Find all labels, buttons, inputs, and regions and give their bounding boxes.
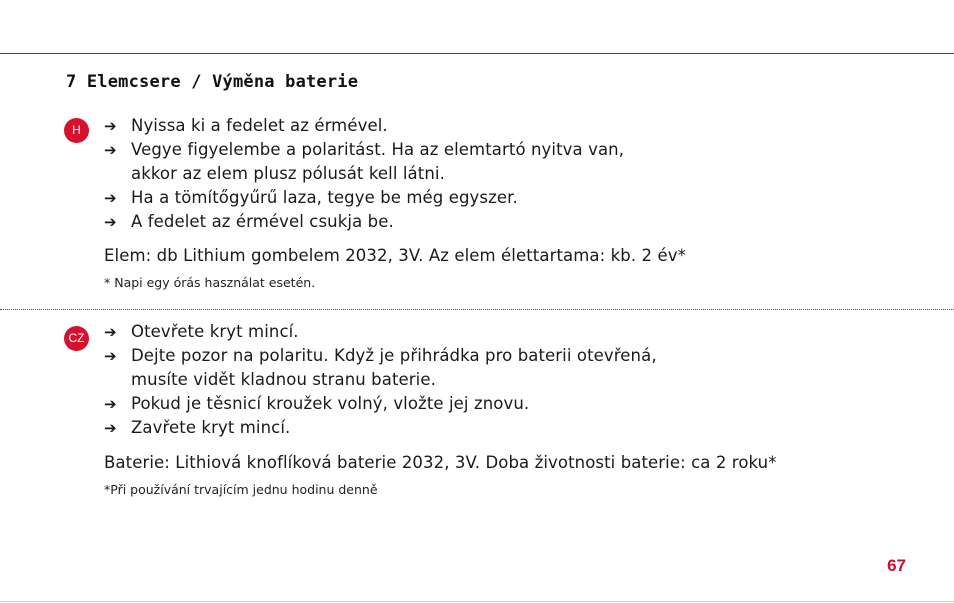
instruction-list-cz <box>104 320 657 440</box>
list-item: ➔ Zavřete kryt mincí. <box>104 416 657 440</box>
footnote-cz: *Při používání trvajícím jednu hodinu denně <box>104 482 378 497</box>
page-number: 67 <box>887 556 906 575</box>
list-item: ➔ Vegye figyelembe a polaritást. Ha az elemtartó nyitva van, akkor az elem plusz pólusát kell látni. <box>104 140 625 183</box>
list-item: ➔ Nyissa ki a fedelet az érmével. <box>104 114 624 138</box>
arrow-right-icon: ➔ <box>104 419 117 437</box>
language-badge-cz: CZ <box>64 326 89 351</box>
arrow-right-icon: ➔ <box>104 323 117 341</box>
top-rule <box>0 53 954 54</box>
list-item: ➔ Otevřete kryt mincí. <box>104 320 657 344</box>
language-badge-hu: H <box>64 118 89 143</box>
arrow-right-icon: ➔ <box>104 395 117 413</box>
arrow-right-icon: ➔ <box>104 347 117 365</box>
section-divider <box>0 309 954 310</box>
arrow-right-icon: ➔ <box>104 189 117 207</box>
arrow-right-icon: ➔ <box>104 117 117 135</box>
list-item: ➔ Pokud je těsnicí kroužek volný, vložte jej znovu. <box>104 392 657 416</box>
arrow-right-icon: ➔ <box>104 213 117 231</box>
arrow-right-icon: ➔ <box>104 141 117 159</box>
footnote-hu: * Napi egy órás használat esetén. <box>104 275 316 290</box>
battery-spec-cz: Baterie: Lithiová knoflíková baterie 2032, 3V. Doba životnosti baterie: ca 2 roku* <box>104 453 777 472</box>
battery-spec-hu: Elem: db Lithium gombelem 2032, 3V. Az elem élettartama: kb. 2 év* <box>104 246 686 265</box>
bottom-rule <box>0 601 954 602</box>
list-item: ➔ Dejte pozor na polaritu. Když je přihrádka pro baterii otevřená, musíte vidět kladnou stranu baterie. <box>104 346 657 389</box>
list-item: ➔ A fedelet az érmével csukja be. <box>104 210 624 234</box>
section-heading: 7 Elemcsere / Výměna baterie <box>66 72 359 92</box>
list-item: ➔ Ha a tömítőgyűrű laza, tegye be még egyszer. <box>104 186 624 210</box>
instruction-list-hu <box>104 114 624 234</box>
